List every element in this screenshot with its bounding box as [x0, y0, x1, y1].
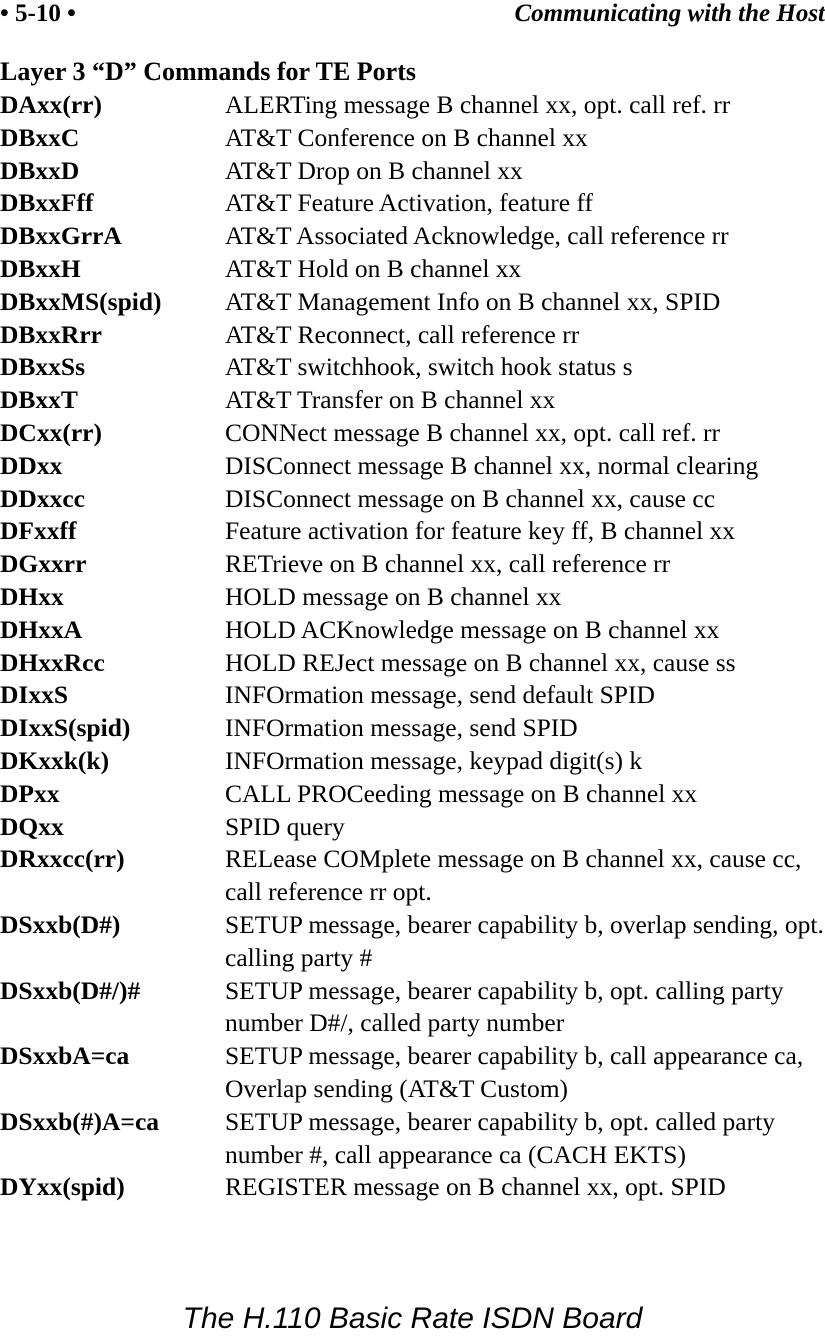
command-code: DKxxk(k)	[0, 745, 110, 775]
command-description: AT&T Associated Acknowledge, call reference rr	[225, 221, 729, 251]
command-description: SETUP message, bearer capability b, call appearance ca, Overlap sending (AT&T Custom)	[225, 1041, 804, 1103]
command-row	[0, 1040, 825, 1106]
command-row	[0, 253, 825, 286]
command-row	[0, 187, 825, 220]
command-description: SETUP message, bearer capability b, overlap sending, opt. calling party #	[225, 909, 824, 972]
command-code: DCxx(rr)	[0, 417, 102, 447]
command-code: DBxxMS(spid)	[0, 286, 162, 316]
command-description: DISConnect message on B channel xx, cause cc	[225, 483, 716, 513]
command-description: AT&T Transfer on B channel xx	[225, 385, 556, 415]
command-list	[0, 89, 825, 1204]
command-code: DBxxRrr	[0, 319, 102, 349]
command-description: RELease COMplete message on B channel xx, cause cc, call reference rr opt.	[225, 844, 802, 907]
command-code: DIxxS(spid)	[0, 713, 131, 743]
command-row	[0, 384, 825, 417]
command-code: DGxxrr	[0, 549, 87, 579]
command-code: DRxxcc(rr)	[0, 844, 125, 874]
command-description: AT&T Conference on B channel xx	[225, 122, 588, 152]
command-description: SETUP message, bearer capability b, opt. calling party number D#/, called party number	[225, 975, 784, 1038]
book-title-footer: The H.110 Basic Rate ISDN Board	[182, 1302, 643, 1335]
command-code: DBxxFff	[0, 188, 94, 218]
command-description: INFOrmation message, send default SPID	[225, 680, 655, 710]
section-title: Layer 3 “D” Commands for TE Ports	[0, 57, 416, 86]
command-code: DHxxA	[0, 614, 83, 644]
command-row	[0, 745, 825, 778]
chapter-title: Communicating with the Host	[514, 0, 825, 27]
command-row	[0, 417, 825, 450]
command-code: DDxx	[0, 450, 63, 480]
command-description: AT&T Feature Activation, feature ff	[225, 188, 593, 218]
command-code: DSxxbA=ca	[0, 1041, 130, 1071]
command-description: INFOrmation message, keypad digit(s) k	[225, 745, 643, 775]
command-row	[0, 351, 825, 384]
command-description: SPID query	[225, 811, 345, 841]
command-description: DISConnect message B channel xx, normal clearing	[225, 450, 759, 480]
command-code: DHxxRcc	[0, 647, 105, 677]
command-row	[0, 1106, 825, 1172]
command-code: DBxxC	[0, 122, 80, 152]
command-row	[0, 450, 825, 483]
command-code: DSxxb(#)A=ca	[0, 1106, 160, 1136]
command-description: AT&T Drop on B channel xx	[225, 155, 523, 185]
page-number: • 5-10 •	[0, 0, 76, 27]
command-row	[0, 515, 825, 548]
command-description: AT&T Reconnect, call reference rr	[225, 319, 580, 349]
command-code: DAxx(rr)	[0, 90, 102, 119]
command-row	[0, 679, 825, 712]
command-row	[0, 909, 825, 975]
command-code: DYxx(spid)	[0, 1172, 125, 1202]
command-description: HOLD ACKnowledge message on B channel xx	[225, 614, 720, 644]
command-code: DQxx	[0, 811, 64, 841]
command-description: RETrieve on B channel xx, call reference rr	[225, 549, 671, 579]
command-row	[0, 89, 825, 122]
command-code: DFxxff	[0, 516, 77, 546]
command-description: CONNect message B channel xx, opt. call ref. rr	[225, 417, 720, 447]
command-description: HOLD message on B channel xx	[225, 581, 562, 611]
command-row	[0, 1171, 825, 1204]
command-row	[0, 286, 825, 319]
command-code: DBxxGrrA	[0, 221, 122, 251]
command-code: DHxx	[0, 581, 64, 611]
command-row	[0, 778, 825, 811]
command-code: DBxxT	[0, 385, 78, 415]
command-code: DBxxSs	[0, 352, 86, 382]
command-row	[0, 319, 825, 352]
command-row	[0, 155, 825, 188]
command-row	[0, 122, 825, 155]
command-description: AT&T Management Info on B channel xx, SPID	[225, 286, 721, 316]
command-code: DBxxH	[0, 253, 81, 283]
command-row	[0, 548, 825, 581]
command-row	[0, 647, 825, 680]
command-description: REGISTER message on B channel xx, opt. SPID	[225, 1172, 726, 1202]
command-code: DDxxcc	[0, 483, 85, 513]
command-row	[0, 220, 825, 253]
command-code: DSxxb(D#/)#	[0, 975, 141, 1005]
command-row	[0, 712, 825, 745]
command-code: DPxx	[0, 778, 60, 808]
command-description: AT&T Hold on B channel xx	[225, 253, 522, 283]
command-row	[0, 483, 825, 516]
command-code: DBxxD	[0, 155, 80, 185]
command-description: HOLD REJect message on B channel xx, cause ss	[225, 647, 736, 677]
command-row	[0, 581, 825, 614]
command-row	[0, 614, 825, 647]
command-row	[0, 843, 825, 909]
command-description: AT&T switchhook, switch hook status s	[225, 352, 633, 382]
command-description: ALERTing message B channel xx, opt. call ref. rr	[225, 90, 731, 119]
command-description: Feature activation for feature key ff, B channel xx	[225, 516, 736, 546]
command-code: DIxxS	[0, 680, 69, 710]
command-description: INFOrmation message, send SPID	[225, 713, 578, 743]
command-description: CALL PROCeeding message on B channel xx	[225, 778, 698, 808]
command-description: SETUP message, bearer capability b, opt. called party number #, call appearance ca (CACH EKTS)	[225, 1106, 775, 1169]
command-row	[0, 975, 825, 1041]
command-row	[0, 811, 825, 844]
command-code: DSxxb(D#)	[0, 909, 121, 939]
